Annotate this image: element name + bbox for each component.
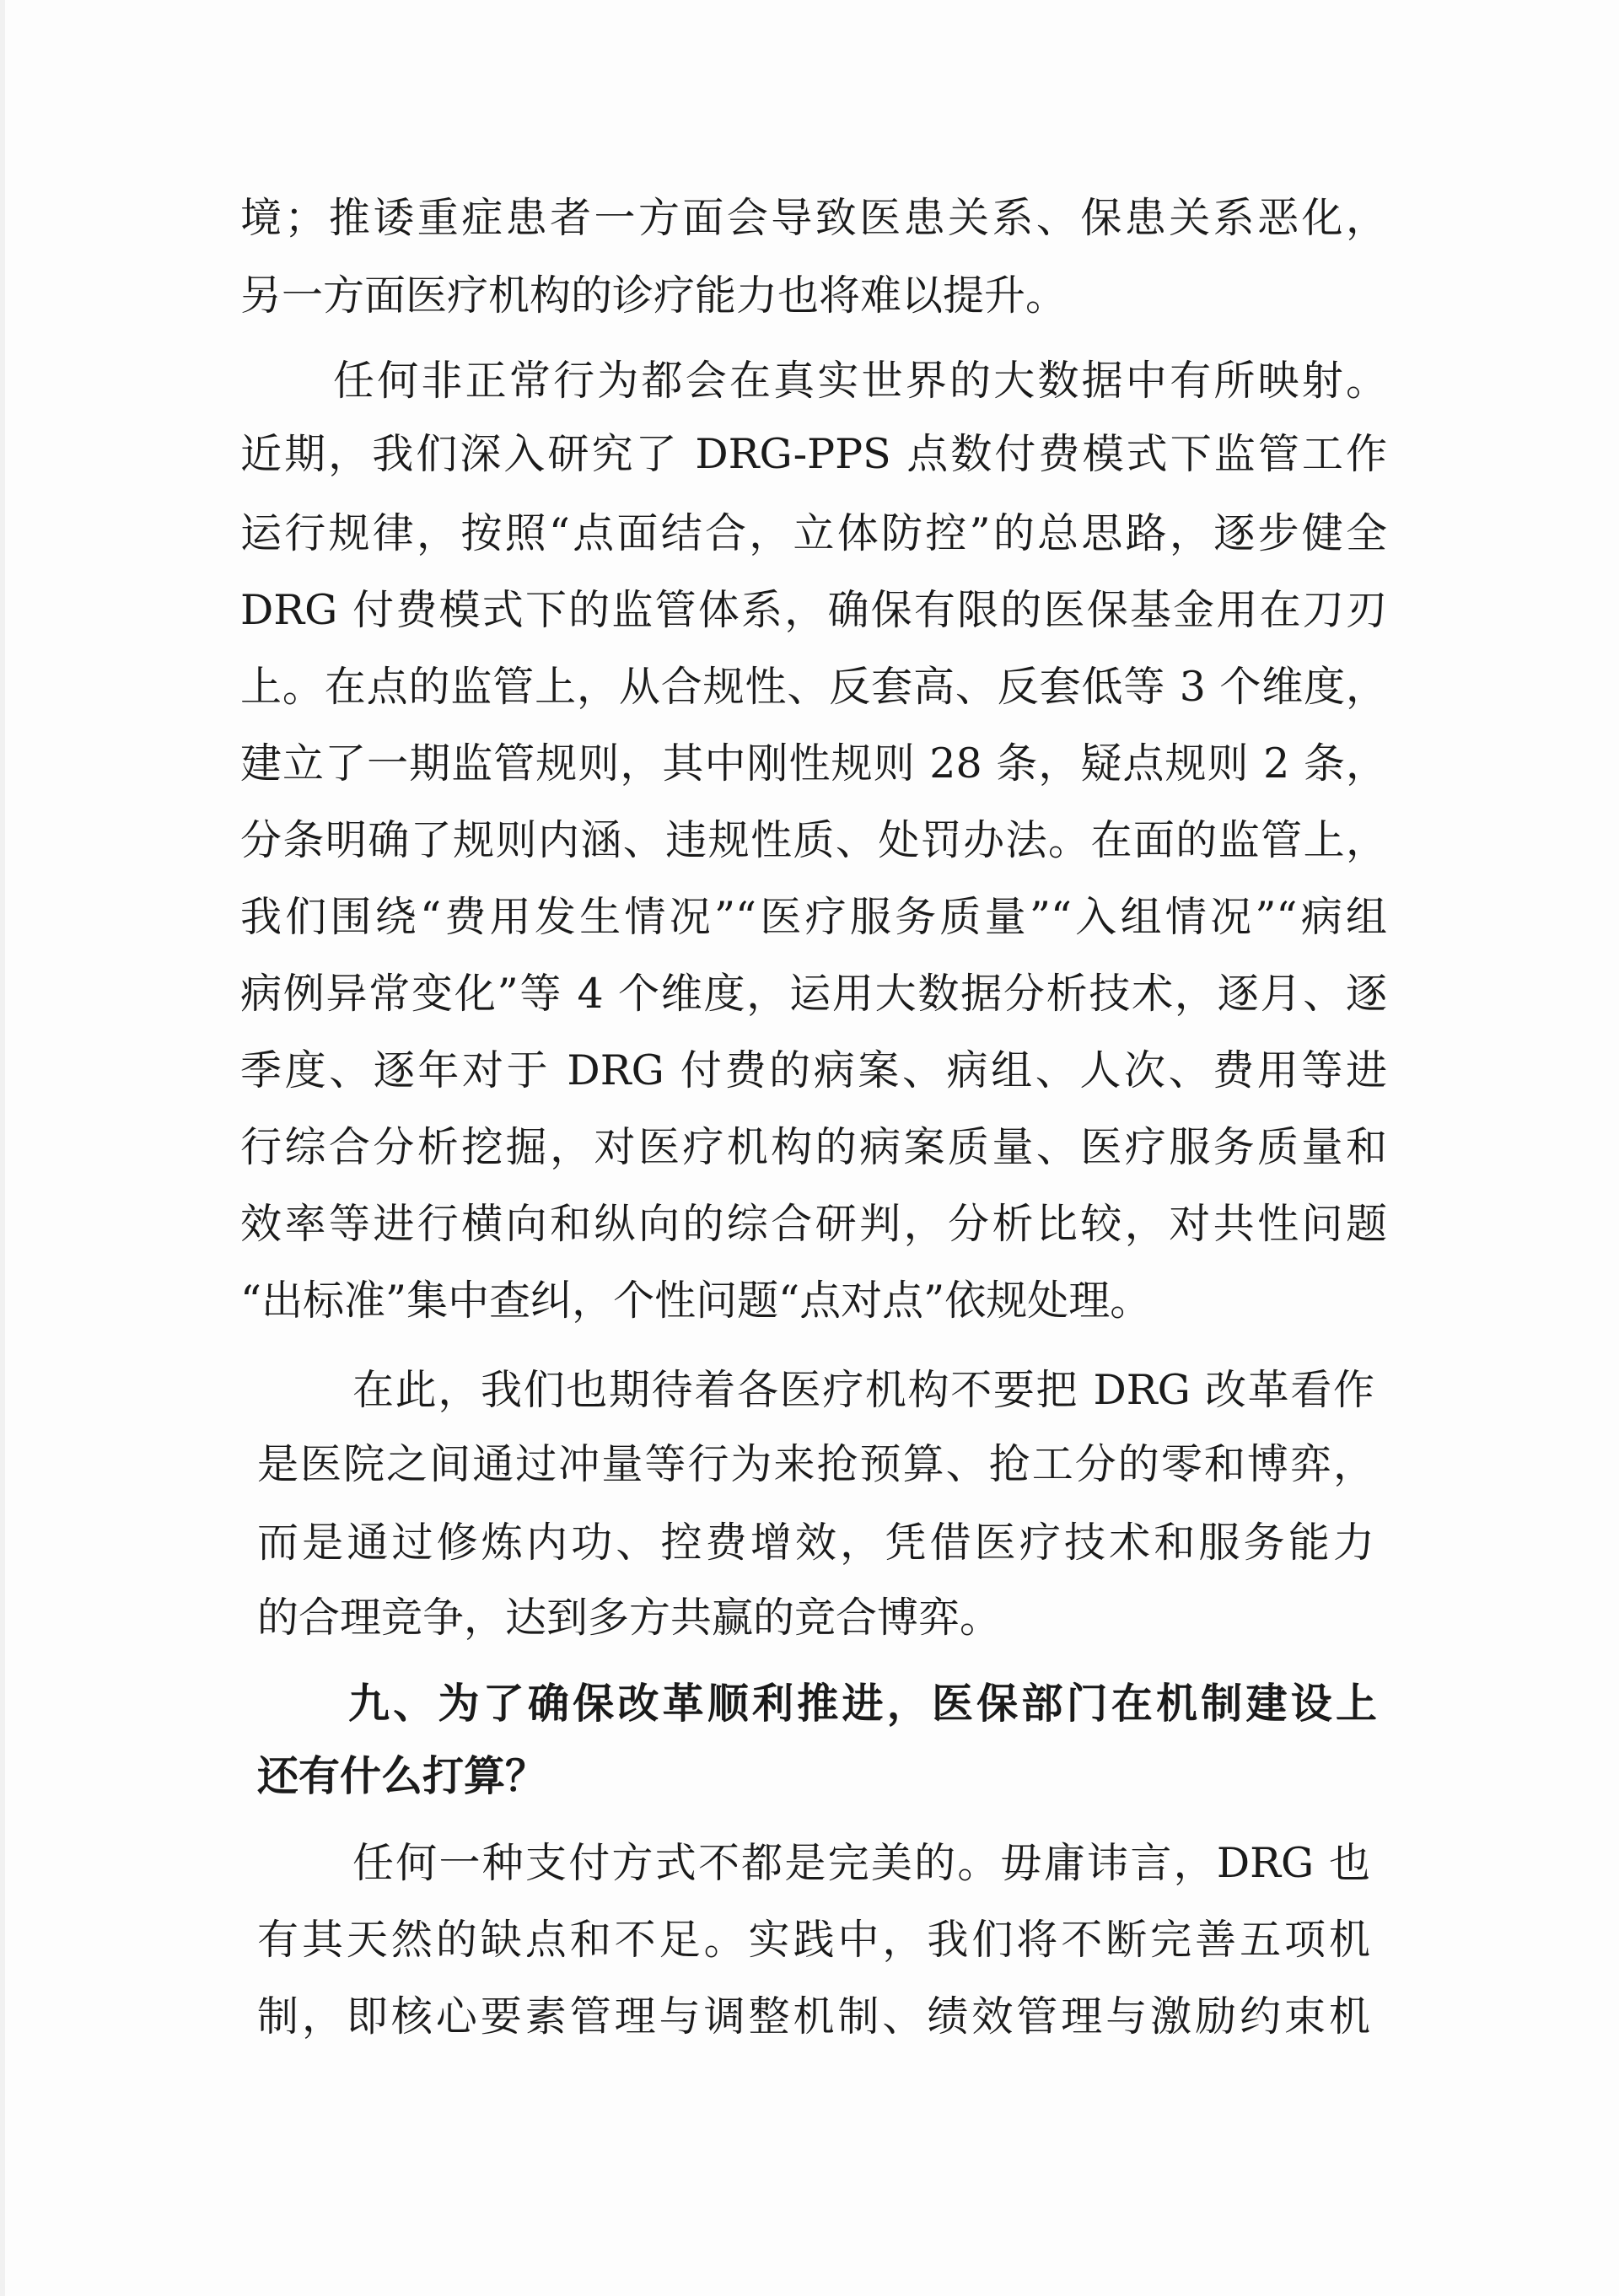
paragraph-line: “出标准”集中查纠，个性问题“点对点”依规处理。 xyxy=(240,1277,1152,1325)
paragraph-line: 制，即核心要素管理与调整机制、绩效管理与激励约束机 xyxy=(257,1992,1370,2041)
paragraph-line: 效率等进行横向和纵向的综合研判，分析比较，对共性问题 xyxy=(240,1200,1387,1248)
paragraph-line: 运行规律，按照“点面结合，立体防控”的总思路，逐步健全 xyxy=(240,509,1387,557)
paragraph-line: 任何一种支付方式不都是完美的。毋庸讳言，DRG 也 xyxy=(352,1839,1370,1887)
paragraph-line: 是医院之间通过冲量等行为来抢预算、抢工分的零和博弈， xyxy=(257,1440,1374,1488)
paragraph-line: 病例异常变化”等 4 个维度，运用大数据分析技术，逐月、逐 xyxy=(240,970,1387,1018)
paragraph-line: 我们围绕“费用发生情况”“医疗服务质量”“入组情况”“病组 xyxy=(240,893,1387,941)
paragraph-line: 另一方面医疗机构的诊疗能力也将难以提升。 xyxy=(240,272,1068,320)
paragraph-line: 建立了一期监管规则，其中刚性规则 28 条，疑点规则 2 条， xyxy=(240,739,1387,788)
paragraph-line: DRG 付费模式下的监管体系，确保有限的医保基金用在刀刃 xyxy=(240,586,1387,634)
paragraph-line: 有其天然的缺点和不足。实践中，我们将不断完善五项机 xyxy=(257,1916,1370,1964)
paragraph-line: 近期，我们深入研究了 DRG-PPS 点数付费模式下监管工作 xyxy=(240,430,1387,478)
paragraph-line: 上。在点的监管上，从合规性、反套高、反套低等 3 个维度， xyxy=(240,663,1387,711)
paragraph-line: 而是通过修炼内功、控费增效，凭借医疗技术和服务能力 xyxy=(257,1519,1374,1567)
paragraph-line: 分条明确了规则内涵、违规性质、处罚办法。在面的监管上， xyxy=(240,816,1387,864)
paragraph-line: 行综合分析挖掘，对医疗机构的病案质量、医疗服务质量和 xyxy=(240,1123,1387,1171)
paragraph-line: 季度、逐年对于 DRG 付费的病案、病组、人次、费用等进 xyxy=(240,1046,1387,1094)
section-heading: 还有什么打算？ xyxy=(257,1752,547,1800)
scan-edge xyxy=(0,0,5,2296)
section-heading: 九、为了确保改革顺利推进，医保部门在机制建设上 xyxy=(348,1680,1377,1728)
paragraph-line: 的合理竞争，达到多方共赢的竞合博弈。 xyxy=(257,1594,1002,1642)
paragraph-line: 在此，我们也期待着各医疗机构不要把 DRG 改革看作 xyxy=(352,1366,1374,1414)
paragraph-line: 任何非正常行为都会在真实世界的大数据中有所映射。 xyxy=(333,357,1387,405)
paragraph-line: 境；推诿重症患者一方面会导致医患关系、保患关系恶化， xyxy=(240,194,1387,242)
